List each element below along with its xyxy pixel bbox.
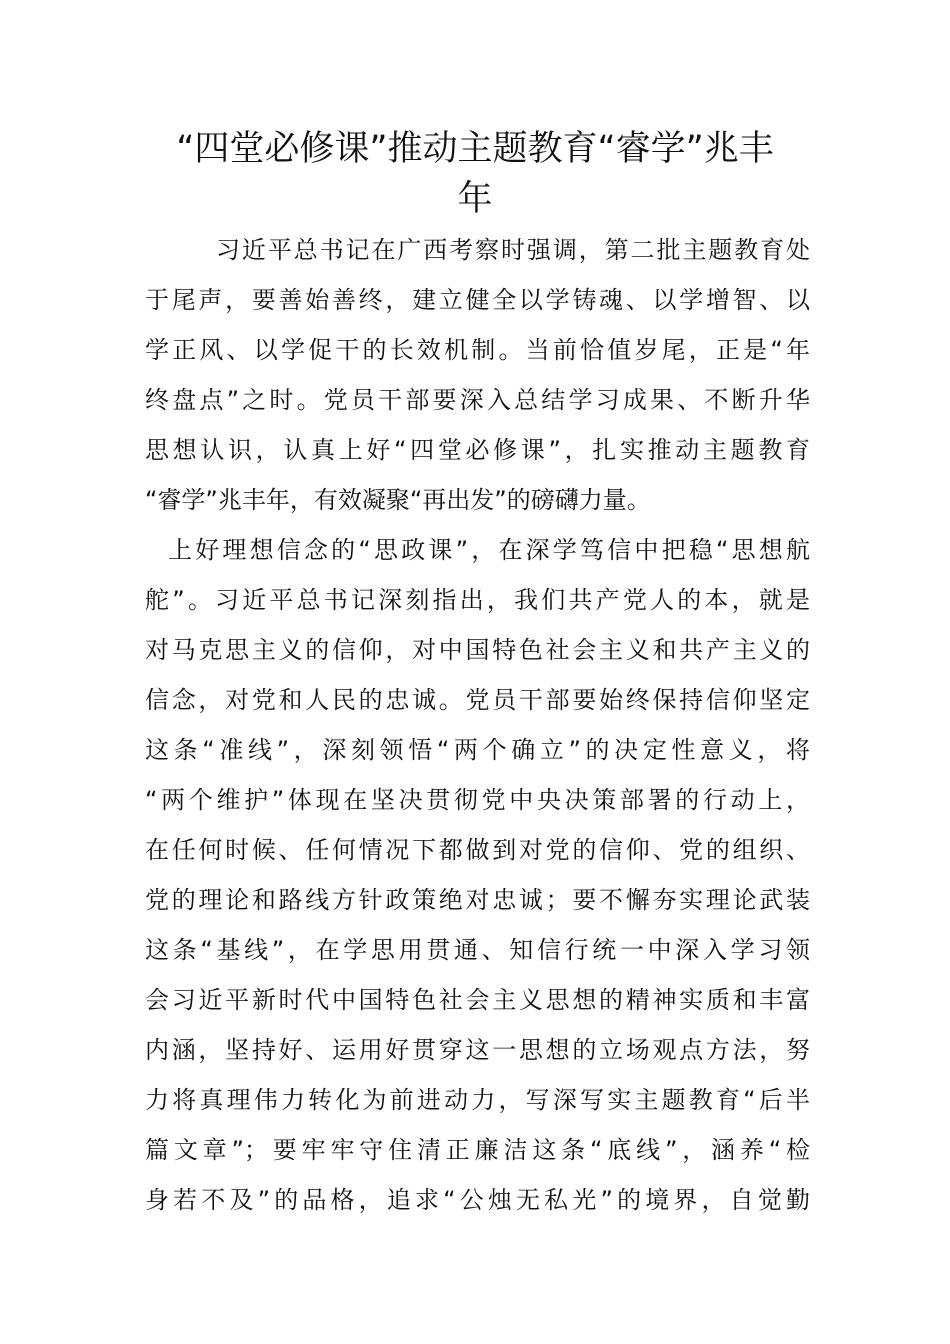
title-line: “四堂必修课”推动主题教育“睿学”兆丰 [176, 129, 774, 169]
paragraph-line: 身若不及”的品格，追求“公烛无私光”的境界，自觉勤 [145, 1186, 810, 1214]
paragraph-line: 党的理论和路线方针政策绝对忠诚；要不懈夯实理论武装 [145, 886, 810, 914]
paragraph-line: 学正风、以学促干的长效机制。当前恰值岁尾，正是“年 [145, 336, 810, 364]
paragraph-line: 终盘点”之时。党员干部要深入总结学习成果、不断升华 [145, 386, 810, 414]
title-line: 年 [457, 179, 493, 219]
paragraph-line: 这条“基线”，在学思用贯通、知信行统一中深入学习领 [145, 936, 810, 964]
paragraph-line: 对马克思主义的信仰，对中国特色社会主义和共产主义的 [145, 636, 810, 664]
paragraph-line: 上好理想信念的“思政课”，在深学笃信中把稳“思想航 [168, 536, 810, 564]
paragraph-line: 信念，对党和人民的忠诚。党员干部要始终保持信仰坚定 [145, 686, 810, 714]
paragraph-line: 于尾声，要善始善终，建立健全以学铸魂、以学增智、以 [145, 286, 810, 314]
paragraph-line: 内涵，坚持好、运用好贯穿这一思想的立场观点方法，努 [145, 1036, 810, 1064]
document-title [140, 124, 810, 224]
paragraph-line: “两个维护”体现在坚决贯彻党中央决策部署的行动上， [145, 786, 810, 814]
paragraph-line: 会习近平新时代中国特色社会主义思想的精神实质和丰富 [145, 986, 810, 1014]
paragraph-line: 篇文章”；要牢牢守住清正廉洁这条“底线”，涵养“检 [145, 1136, 810, 1164]
paragraph-line: “睿学”兆丰年，有效凝聚“再出发”的磅礴力量。 [145, 486, 651, 514]
paragraph-line: 这条“准线”，深刻领悟“两个确立”的决定性意义，将 [145, 736, 810, 764]
paragraph-line: 在任何时候、任何情况下都做到对党的信仰、党的组织、 [145, 836, 810, 864]
paragraph-line: 舵”。习近平总书记深刻指出，我们共产党人的本，就是 [145, 586, 810, 614]
paragraph-line: 思想认识，认真上好“四堂必修课”，扎实推动主题教育 [145, 436, 810, 464]
paragraph-line: 力将真理伟力转化为前进动力，写深写实主题教育“后半 [145, 1086, 810, 1114]
paragraph-line: 习近平总书记在广西考察时强调，第二批主题教育处 [216, 236, 810, 264]
